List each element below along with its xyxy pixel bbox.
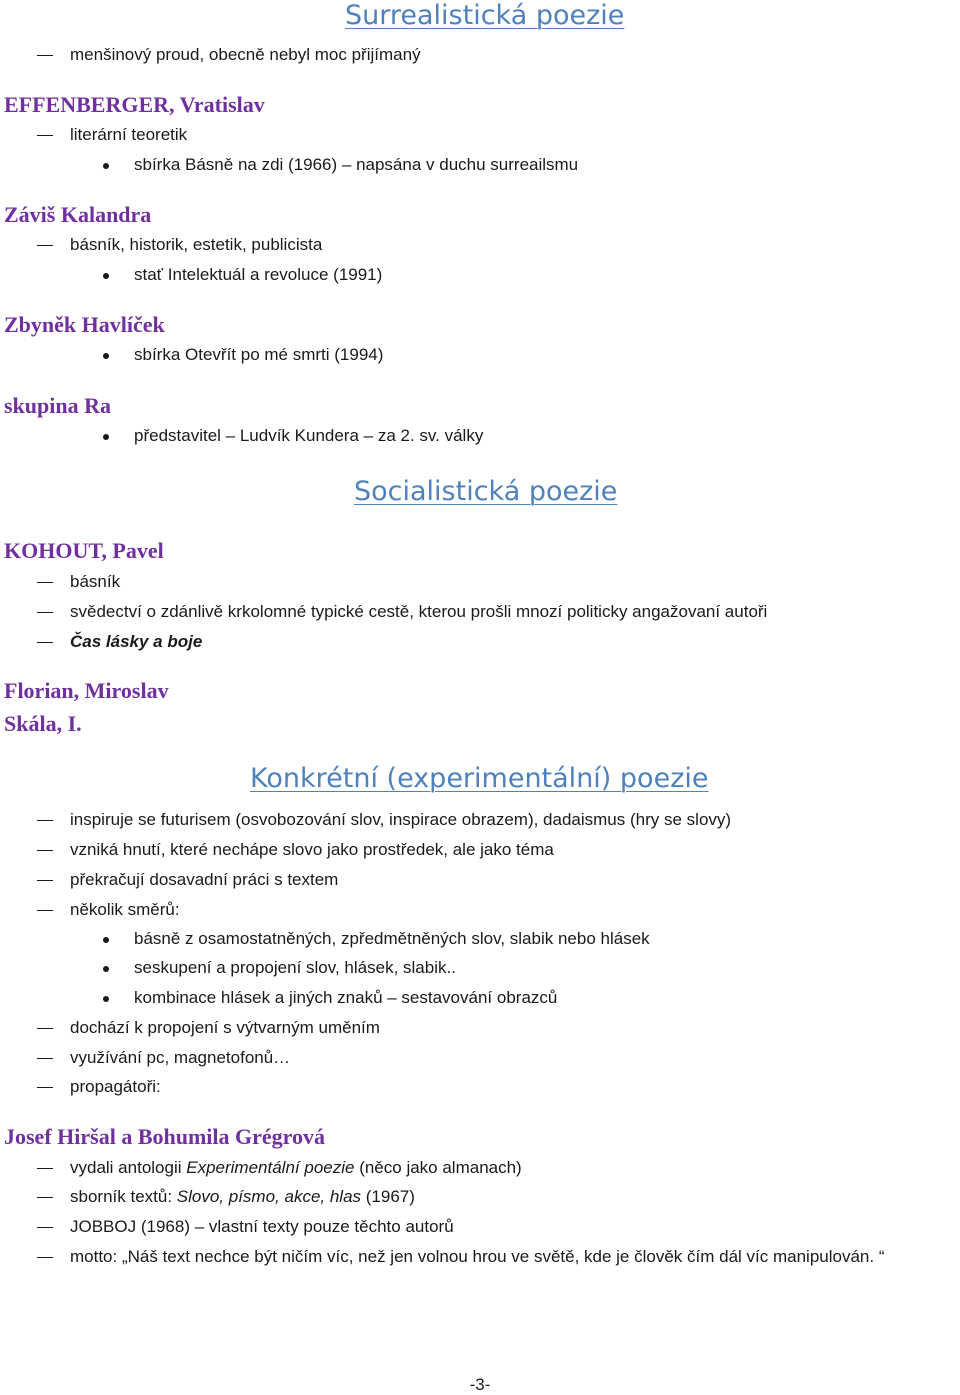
bullet-item: stať Intelektuál a revoluce (1991) xyxy=(103,264,382,286)
bullet-icon xyxy=(103,937,109,943)
list-item: motto: „Náš text nechce být ničím víc, než jen volnou hrou ve světě, kde je člověk čím dál víc manipulován. “ xyxy=(37,1246,884,1268)
author-heading-skala: Skála, I. xyxy=(4,711,82,736)
list-item: sborník textů: Slovo, písmo, akce, hlas (1967) xyxy=(37,1186,415,1208)
dash-marker xyxy=(37,850,53,851)
section-title-concrete: Konkrétní (experimentální) poezie xyxy=(250,763,709,794)
bullet-item: sbírka Básně na zdi (1966) – napsána v duchu surreailsmu xyxy=(103,154,578,176)
group-heading-ra: skupina Ra xyxy=(4,393,112,418)
bullet-item: seskupení a propojení slov, hlásek, slabik.. xyxy=(103,957,456,979)
page-number: -3- xyxy=(469,1375,491,1394)
bullet-icon xyxy=(103,966,109,972)
list-item: básník xyxy=(37,571,120,593)
dash-marker xyxy=(37,1028,53,1029)
bullet-icon xyxy=(103,434,109,440)
list-item: využívání pc, magnetofonů… xyxy=(37,1047,290,1069)
dash-marker xyxy=(37,245,53,246)
dash-marker xyxy=(37,910,53,911)
dash-marker xyxy=(37,582,53,583)
dash-marker xyxy=(37,1168,53,1169)
list-item: básník, historik, estetik, publicista xyxy=(37,234,322,256)
list-item: JOBBOJ (1968) – vlastní texty pouze těchto autorů xyxy=(37,1216,454,1238)
list-item: inspiruje se futurisem (osvobozování slov, inspirace obrazem), dadaismus (hry se slovy) xyxy=(37,809,731,831)
list-item: Čas lásky a boje xyxy=(37,631,202,653)
author-heading-havlicek: Zbyněk Havlíček xyxy=(4,312,165,337)
list-item: překračují dosavadní práci s textem xyxy=(37,869,338,891)
dash-marker xyxy=(37,1058,53,1059)
dash-marker xyxy=(37,1087,53,1088)
dash-marker xyxy=(37,1197,53,1198)
author-heading-kohout: KOHOUT, Pavel xyxy=(4,538,164,563)
dash-marker xyxy=(37,1227,53,1228)
dash-marker xyxy=(37,135,53,136)
dash-marker xyxy=(37,642,53,643)
author-heading-florian: Florian, Miroslav xyxy=(4,678,169,703)
section-title-socialist: Socialistická poezie xyxy=(354,476,618,507)
dash-marker xyxy=(37,1257,53,1258)
dash-marker xyxy=(37,820,53,821)
bullet-item: představitel – Ludvík Kundera – za 2. sv. války xyxy=(103,425,483,447)
dash-marker xyxy=(37,55,53,56)
list-item: menšinový proud, obecně nebyl moc přijímaný xyxy=(37,44,421,66)
bullet-icon xyxy=(103,996,109,1002)
bullet-item: kombinace hlásek a jiných znaků – sestavování obrazců xyxy=(103,987,557,1009)
section-title-surrealist: Surrealistická poezie xyxy=(345,0,625,31)
bullet-icon xyxy=(103,353,109,359)
list-item: vydali antologii Experimentální poezie (něco jako almanach) xyxy=(37,1157,522,1179)
bullet-item: básně z osamostatněných, zpředmětněných slov, slabik nebo hlásek xyxy=(103,928,650,950)
list-item: vzniká hnutí, které nechápe slovo jako prostředek, ale jako téma xyxy=(37,839,554,861)
bullet-icon xyxy=(103,163,109,169)
dash-marker xyxy=(37,880,53,881)
dash-marker xyxy=(37,612,53,613)
bullet-item: sbírka Otevřít po mé smrti (1994) xyxy=(103,344,383,366)
list-item: svědectví o zdánlivě krkolomné typické cestě, kterou prošli mnozí politicky angažovaní autoři xyxy=(37,601,767,623)
list-item: několik směrů: xyxy=(37,899,180,921)
list-item: dochází k propojení s výtvarným uměním xyxy=(37,1017,380,1039)
bullet-icon xyxy=(103,273,109,279)
list-item: propagátoři: xyxy=(37,1076,161,1098)
author-heading-effenberger: EFFENBERGER, Vratislav xyxy=(4,92,265,117)
author-heading-kalandra: Záviš Kalandra xyxy=(4,202,152,227)
author-heading-hirsal-gregrova: Josef Hiršal a Bohumila Grégrová xyxy=(4,1124,326,1149)
list-item: literární teoretik xyxy=(37,124,187,146)
